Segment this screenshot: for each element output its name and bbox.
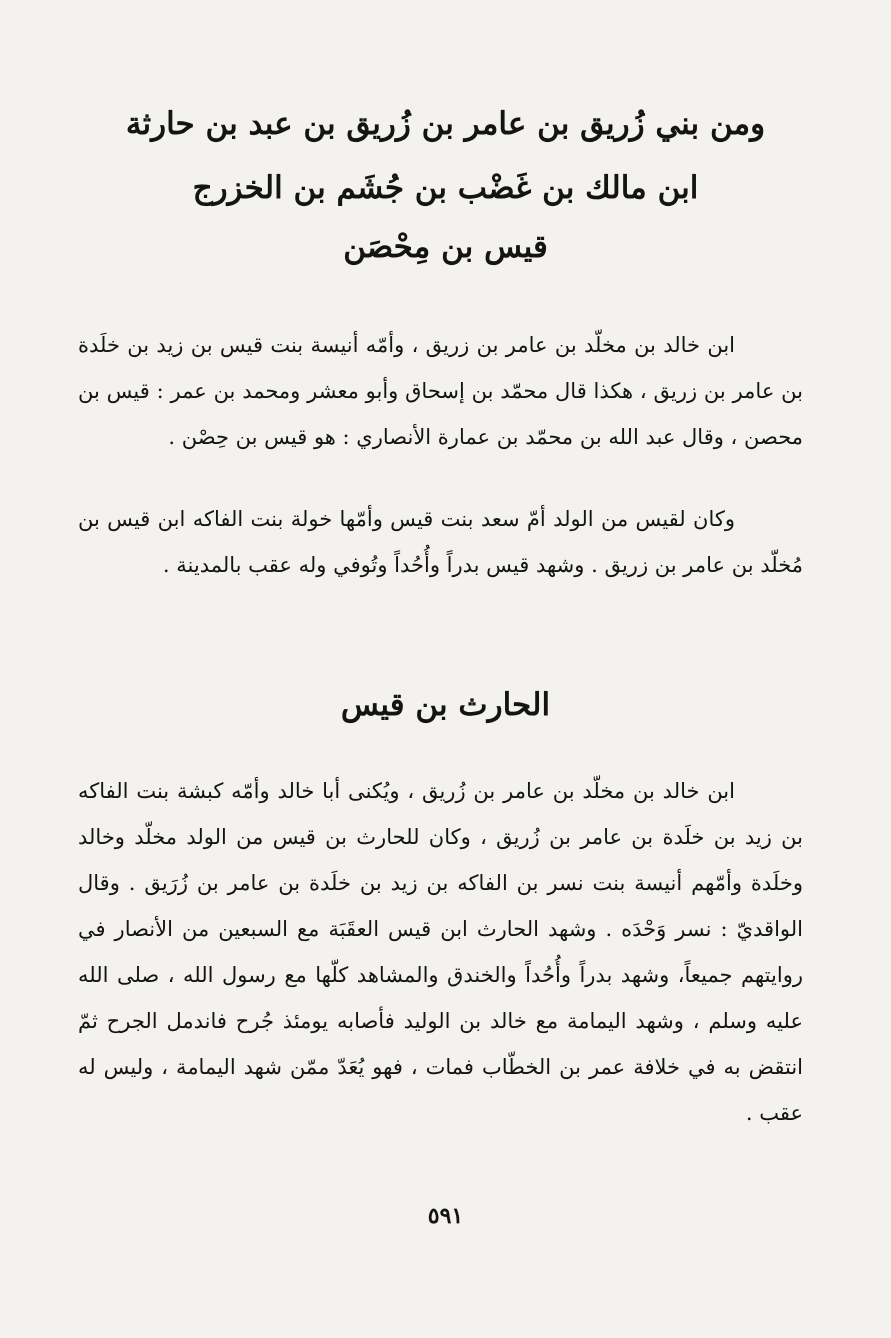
entry-title-qays-ibn-mihsan: قيس بن مِحْصَن — [343, 229, 548, 265]
page-number: ٥٩١ — [427, 1203, 464, 1229]
entry-paragraph: ابن خالد بن مخلّد بن عامر بن زريق ، وأمّه أنيسة بنت قيس بن زيد بن خلَدة بن عامر بن زريق ، هكذا قال محمّد بن إسحاق وأبو معشر ومحمد بن عمر : قيس بن محصن ، وقال عبد الله بن محمّد بن عمارة الأنصاري : هو قيس بن حِصْن . — [78, 333, 803, 449]
section-heading-line-2: ابن مالك بن غَضْب بن جُشَم بن الخزرج — [192, 170, 699, 206]
section-heading-line-1: ومن بني زُريق بن عامر بن زُريق بن عبد بن حارثة — [125, 106, 766, 142]
entry-title-al-harith-ibn-qays: الحارث بن قيس — [340, 687, 551, 723]
entry-paragraph: ابن خالد بن مخلّد بن عامر بن زُريق ، ويُكنى أبا خالد وأمّه كبشة بنت الفاكه بن زيد بن خلَدة بن عامر بن زُريق ، وكان للحارث بن قيس من الولد مخلّد وخالد وخلَدة وأمّهم أنيسة بنت نسر بن الفاكه بن زيد بن خلَدة بن عامر بن زُرَيق . وقال الواقديّ : نسر وَحْدَه . وشهد الحارث ابن قيس العقَبَة مع السبعين من الأنصار في روايتهم جميعاً، وشهد بدراً وأُحُداً والخندق والمشاهد كلّها مع رسول الله ، صلى الله عليه وسلم ، وشهد اليمامة مع خالد بن الوليد فأصابه يومئذ جُرح فاندمل الجرح ثمّ انتقض به في خلافة عمر بن الخطّاب فمات ، فهو يُعَدّ ممّن شهد اليمامة ، وليس له عقب . — [78, 779, 803, 1125]
entry-paragraph: وكان لقيس من الولد أمّ سعد بنت قيس وأمّها خولة بنت الفاكه ابن قيس بن مُخلّد بن عامر بن زريق . وشهد قيس بدراً وأُحُداً وتُوفي وله عقب بالمدينة . — [78, 507, 803, 577]
